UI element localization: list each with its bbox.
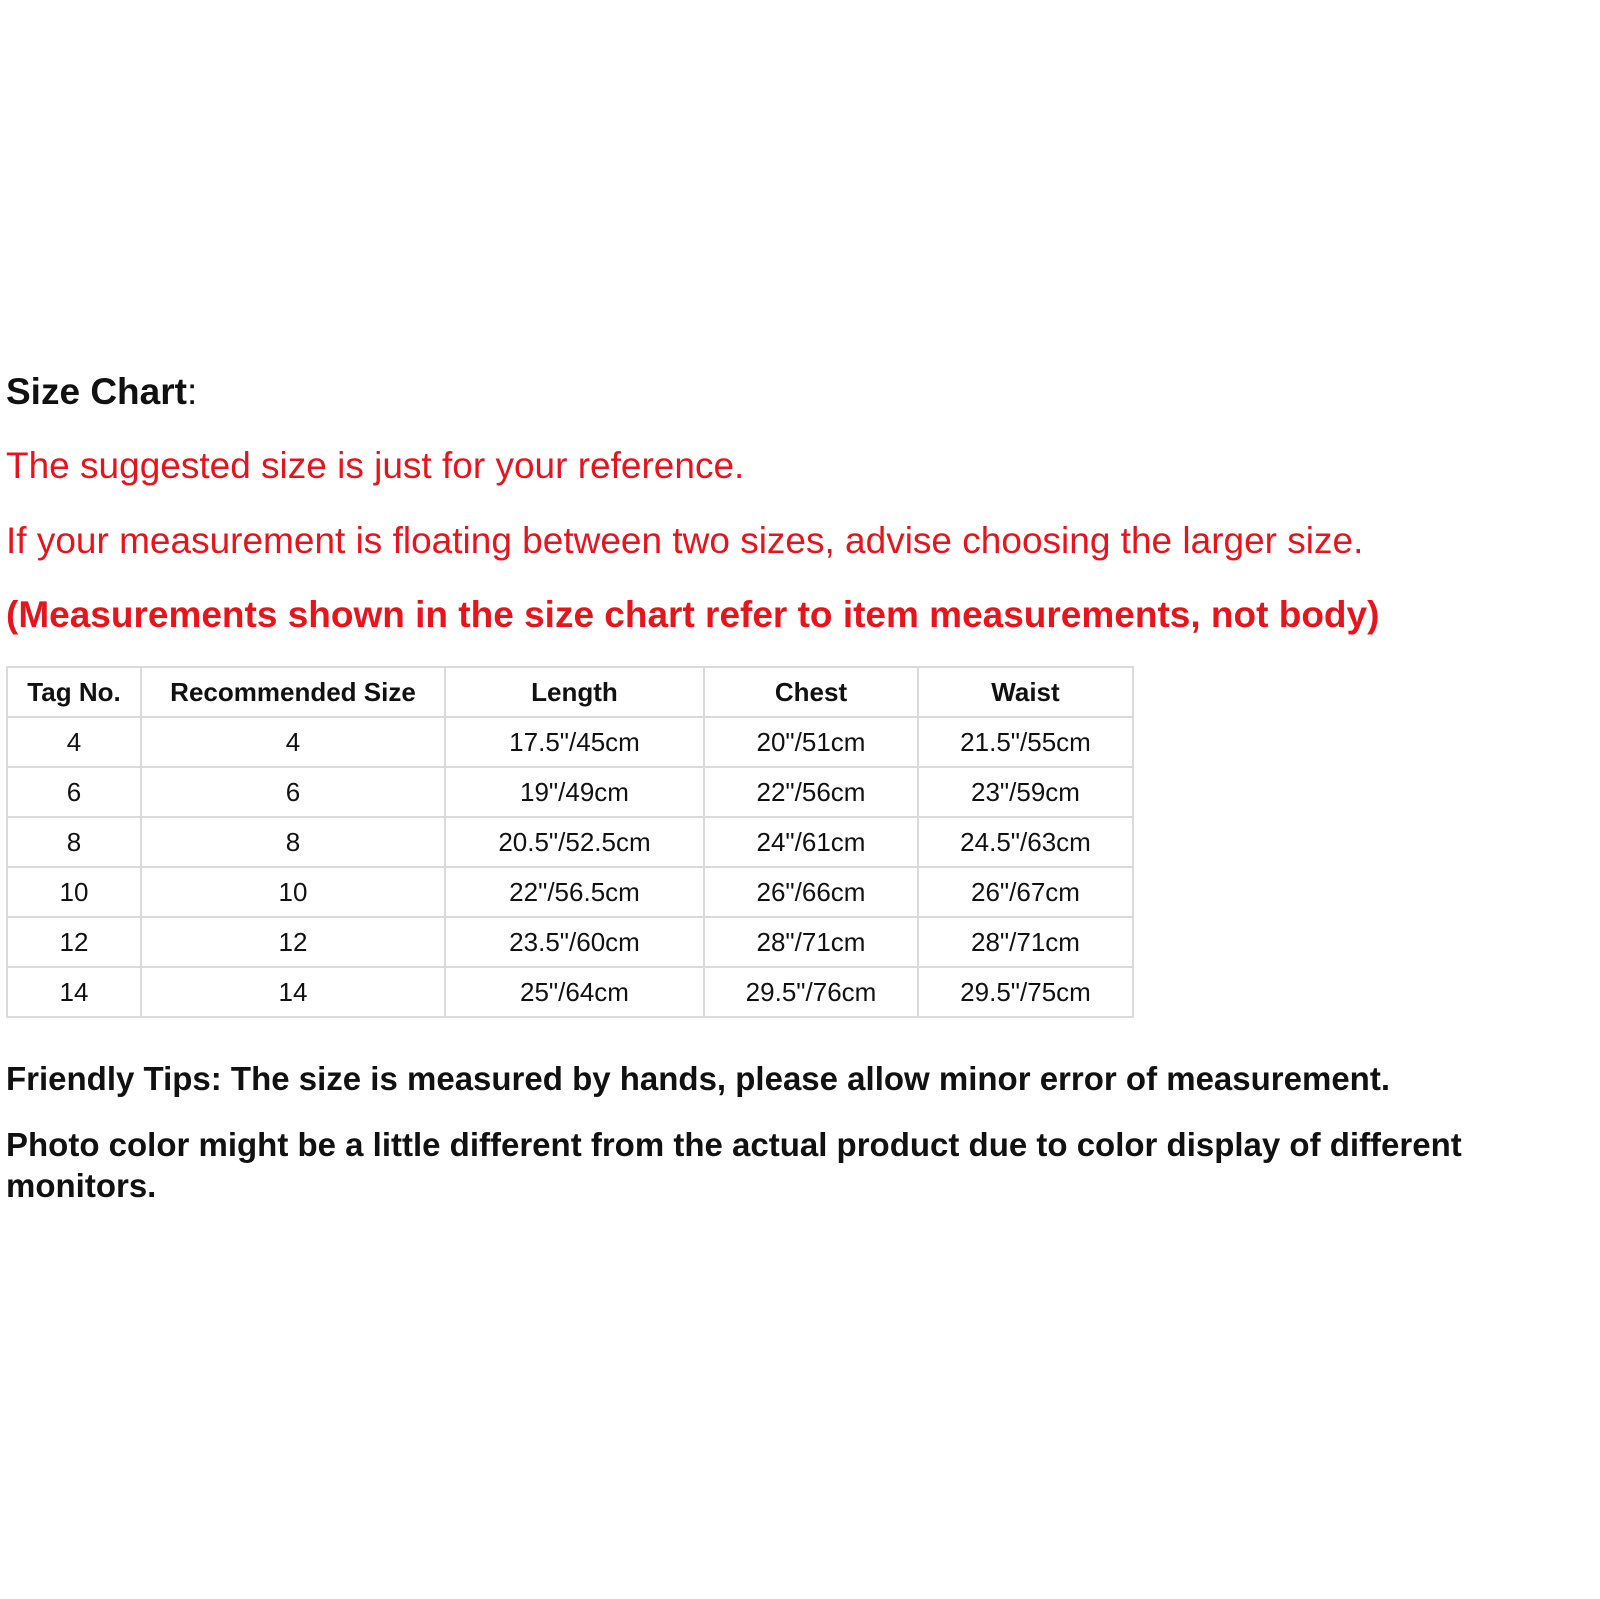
- cell-recommended-size: 8: [141, 817, 445, 867]
- table-row: [7, 717, 1133, 767]
- cell-chest: 24"/61cm: [704, 817, 918, 867]
- photo-color-note: Photo color might be a little different from the actual product due to color display of different monitors.: [6, 1126, 1462, 1204]
- cell-chest: 26"/66cm: [704, 867, 918, 917]
- cell-tag-no: 14: [7, 967, 141, 1017]
- cell-waist: 26"/67cm: [918, 867, 1133, 917]
- friendly-tips: Friendly Tips: The size is measured by hands, please allow minor error of measurement.: [6, 1060, 1390, 1097]
- table-row: [7, 967, 1133, 1017]
- cell-chest: 29.5"/76cm: [704, 967, 918, 1017]
- cell-chest: 22"/56cm: [704, 767, 918, 817]
- table-header-row: [7, 667, 1133, 717]
- cell-tag-no: 4: [7, 717, 141, 767]
- cell-chest: 20"/51cm: [704, 717, 918, 767]
- table-row: [7, 817, 1133, 867]
- cell-chest: 28"/71cm: [704, 917, 918, 967]
- cell-length: 20.5"/52.5cm: [445, 817, 704, 867]
- header-waist: Waist: [918, 667, 1133, 717]
- cell-tag-no: 12: [7, 917, 141, 967]
- title-colon: :: [186, 371, 198, 412]
- title-text: Size Chart: [6, 371, 187, 412]
- table-row: [7, 767, 1133, 817]
- size-table: [6, 666, 1134, 1018]
- cell-length: 23.5"/60cm: [445, 917, 704, 967]
- cell-waist: 24.5"/63cm: [918, 817, 1133, 867]
- table-row: [7, 867, 1133, 917]
- cell-waist: 21.5"/55cm: [918, 717, 1133, 767]
- reference-notice: The suggested size is just for your reference.: [6, 445, 745, 486]
- cell-recommended-size: 12: [141, 917, 445, 967]
- header-length: Length: [445, 667, 704, 717]
- cell-recommended-size: 14: [141, 967, 445, 1017]
- cell-length: 19"/49cm: [445, 767, 704, 817]
- header-recommended-size: Recommended Size: [141, 667, 445, 717]
- cell-waist: 29.5"/75cm: [918, 967, 1133, 1017]
- header-chest: Chest: [704, 667, 918, 717]
- size-advice-notice: If your measurement is floating between two sizes, advise choosing the larger size.: [6, 520, 1364, 561]
- cell-waist: 28"/71cm: [918, 917, 1133, 967]
- cell-length: 25"/64cm: [445, 967, 704, 1017]
- cell-recommended-size: 10: [141, 867, 445, 917]
- cell-tag-no: 8: [7, 817, 141, 867]
- cell-length: 22"/56.5cm: [445, 867, 704, 917]
- size-chart-document: [6, 368, 1596, 1239]
- measurement-notice: (Measurements shown in the size chart refer to item measurements, not body): [6, 594, 1380, 635]
- cell-length: 17.5"/45cm: [445, 717, 704, 767]
- cell-tag-no: 10: [7, 867, 141, 917]
- page-title: [6, 368, 1596, 416]
- header-tag-no: Tag No.: [7, 667, 141, 717]
- table-row: [7, 917, 1133, 967]
- cell-waist: 23"/59cm: [918, 767, 1133, 817]
- cell-tag-no: 6: [7, 767, 141, 817]
- cell-recommended-size: 6: [141, 767, 445, 817]
- cell-recommended-size: 4: [141, 717, 445, 767]
